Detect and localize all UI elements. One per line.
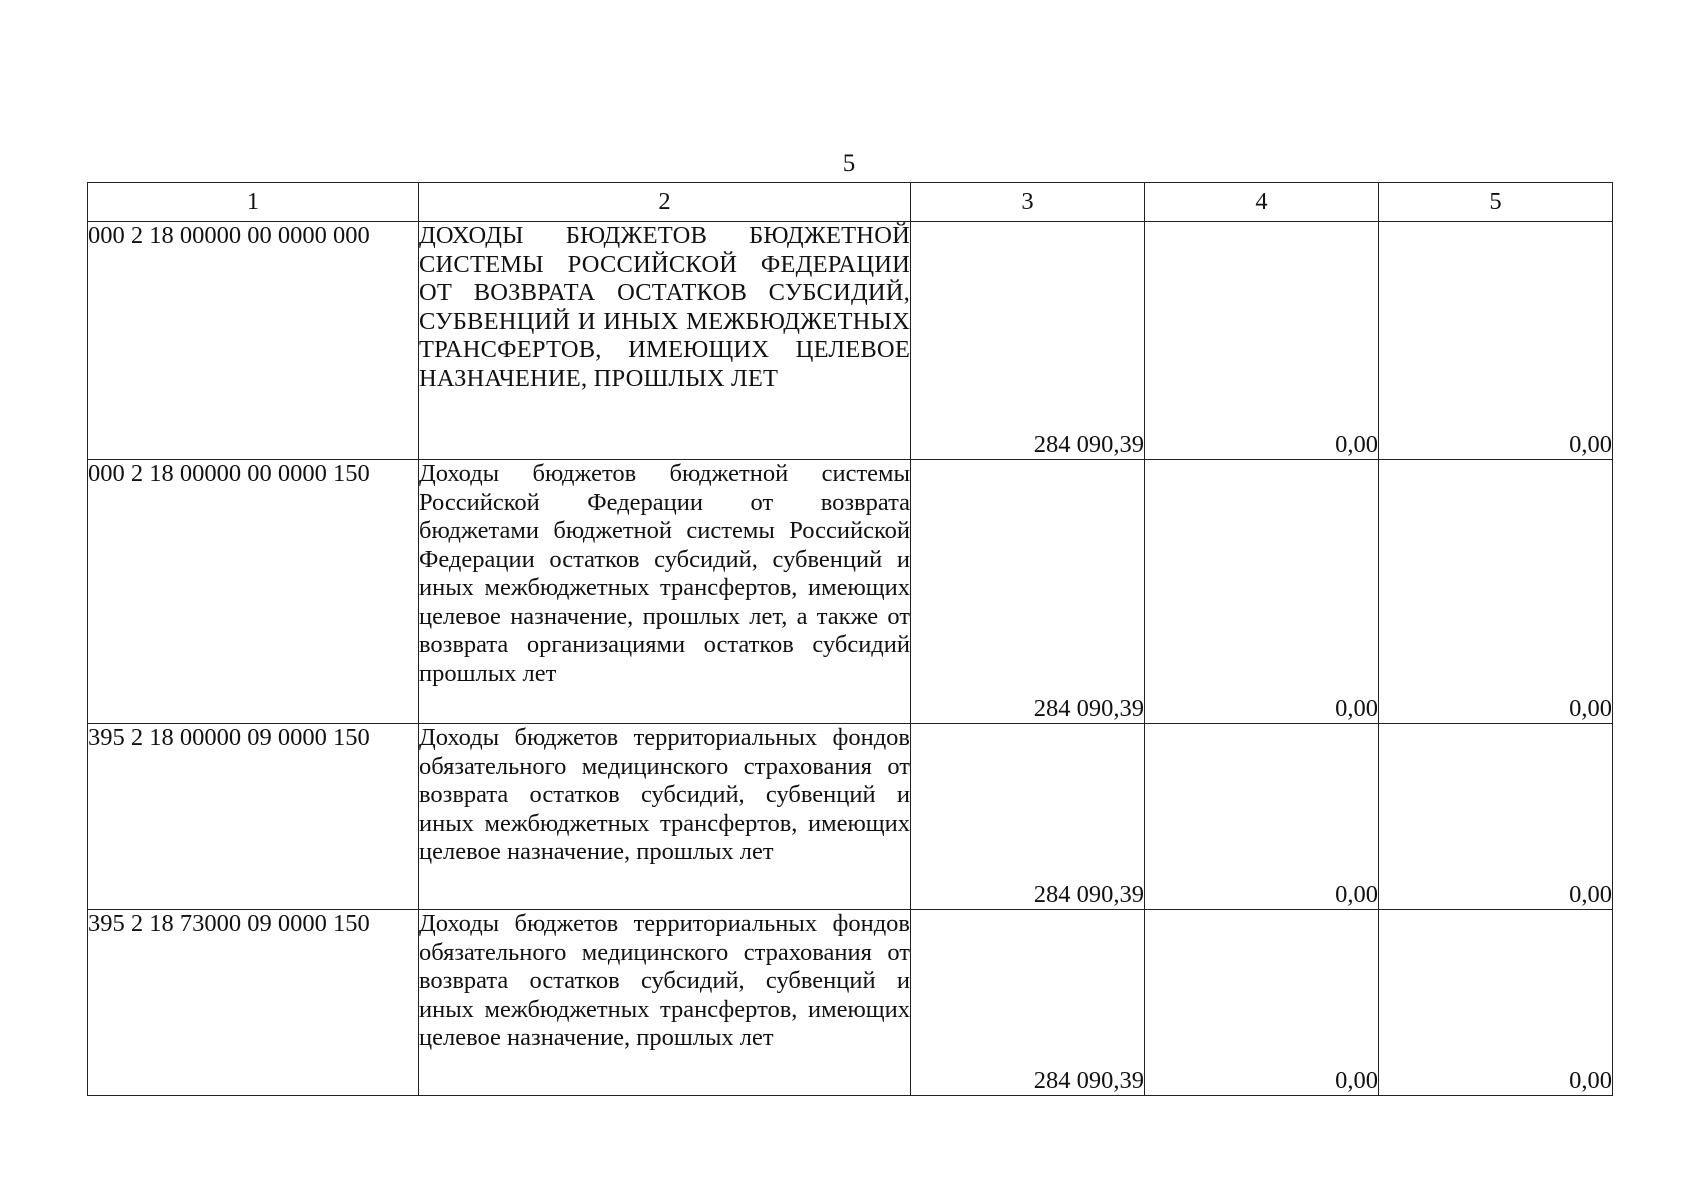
table-row (88, 910, 1613, 1096)
row-value-col3: 284 090,39 (911, 910, 1145, 1096)
column-header-3: 3 (911, 183, 1145, 222)
row-value-col4: 0,00 (1145, 724, 1379, 910)
row-value-col3: 284 090,39 (911, 222, 1145, 460)
column-header-4: 4 (1145, 183, 1379, 222)
row-value-col4: 0,00 (1145, 222, 1379, 460)
row-code: 395 2 18 73000 09 0000 150 (88, 910, 419, 1096)
row-value-col3: 284 090,39 (911, 460, 1145, 724)
column-header-2: 2 (419, 183, 911, 222)
row-value-col4: 0,00 (1145, 910, 1379, 1096)
row-value-col5: 0,00 (1379, 910, 1613, 1096)
row-code: 000 2 18 00000 00 0000 000 (88, 222, 419, 460)
row-value-col5: 0,00 (1379, 460, 1613, 724)
row-value-col5: 0,00 (1379, 222, 1613, 460)
table-row (88, 222, 1613, 460)
table-row (88, 724, 1613, 910)
row-code: 395 2 18 00000 09 0000 150 (88, 724, 419, 910)
row-value-col5: 0,00 (1379, 724, 1613, 910)
column-header-1: 1 (88, 183, 419, 222)
row-value-col4: 0,00 (1145, 460, 1379, 724)
row-description: Доходы бюджетов территориальных фондов обязательного медицинского страхования от возврата остатков субсидий, субвенций и иных межбюджетных трансфертов, имеющих целевое назначение, прошлых лет (419, 724, 911, 910)
table-row (88, 460, 1613, 724)
table-header-row (88, 183, 1613, 222)
row-code: 000 2 18 00000 00 0000 150 (88, 460, 419, 724)
row-value-col3: 284 090,39 (911, 724, 1145, 910)
row-description: ДОХОДЫ БЮДЖЕТОВ БЮДЖЕТНОЙ СИСТЕМЫ РОССИЙСКОЙ ФЕДЕРАЦИИ ОТ ВОЗВРАТА ОСТАТКОВ СУБСИДИЙ, СУБВЕНЦИЙ И ИНЫХ МЕЖБЮДЖЕТНЫХ ТРАНСФЕРТОВ, ИМЕЮЩИХ ЦЕЛЕВОЕ НАЗНАЧЕНИЕ, ПРОШЛЫХ ЛЕТ (419, 222, 911, 460)
column-header-5: 5 (1379, 183, 1613, 222)
row-description: Доходы бюджетов бюджетной системы Российской Федерации от возврата бюджетами бюджетной системы Российской Федерации остатков субсидий, субвенций и иных межбюджетных трансфертов, имеющих целевое назначение, прошлых лет, а также от возврата организациями остатков субсидий прошлых лет (419, 460, 911, 724)
row-description: Доходы бюджетов территориальных фондов обязательного медицинского страхования от возврата остатков субсидий, субвенций и иных межбюджетных трансфертов, имеющих целевое назначение, прошлых лет (419, 910, 911, 1096)
page-number: 5 (842, 150, 856, 177)
budget-table (87, 182, 1613, 1096)
